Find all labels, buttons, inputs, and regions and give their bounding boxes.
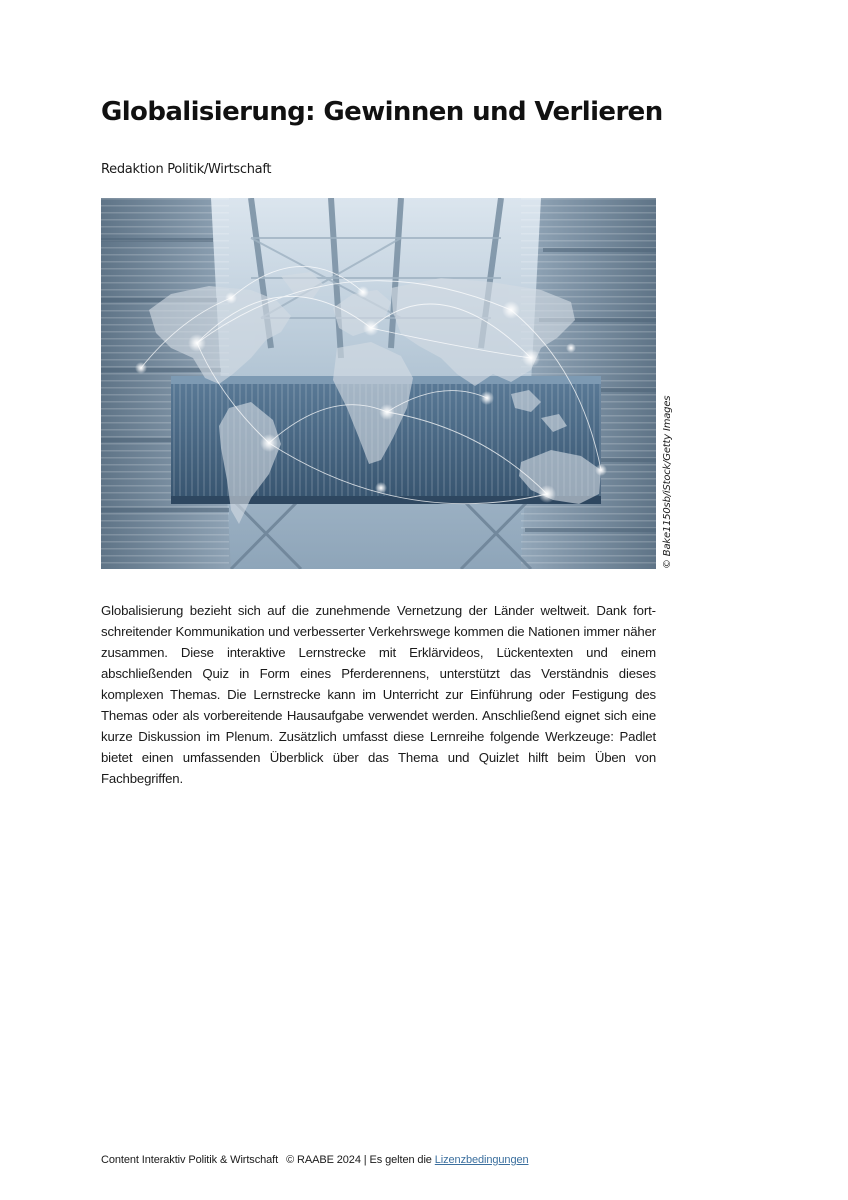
footer	[101, 1151, 529, 1169]
author-line: Redaktion Politik/Wirtschaft	[101, 162, 272, 177]
page-title: Globalisierung: Gewinnen und Verlieren	[101, 97, 663, 127]
hero-image	[101, 198, 656, 569]
footer-series: Content Interaktiv Politik & Wirtschaft	[101, 1154, 279, 1166]
intro-paragraph: Globalisierung bezieht sich auf die zunehmende Vernetzung der Länder weltweit. Dank fortschreitender Kommunikation und verbesserter Verkehrswege kommen die Nationen immer näher zusammen. Diese interaktive Lernstrecke mit Erklärvideos, Lückentexten und einem abschließenden Quiz in Form eines Pferderennens, unterstützt das Verständnis dieses komplexen Themas. Die Lernstrecke kann im Unterricht zur Einführung oder Festigung des Themas oder als vorbereitende Hausaufgabe verwendet werden. Anschließend eignet sich eine kurze Diskussion im Plenum. Zusätzlich umfasst diese Lernreihe folgende Werkzeuge: Padlet bietet einen umfassenden Überblick über das Thema und Quizlet hilft beim Üben von Fachbegriffen.	[101, 603, 656, 786]
footer-copyright: © RAABE 2024 | Es gelten die	[286, 1154, 432, 1166]
license-link[interactable]: Lizenzbedingungen	[434, 1154, 529, 1166]
image-credit: © Bake1150sb/iStock/Getty Images	[662, 395, 673, 569]
world-map-container-illustration	[101, 198, 656, 569]
